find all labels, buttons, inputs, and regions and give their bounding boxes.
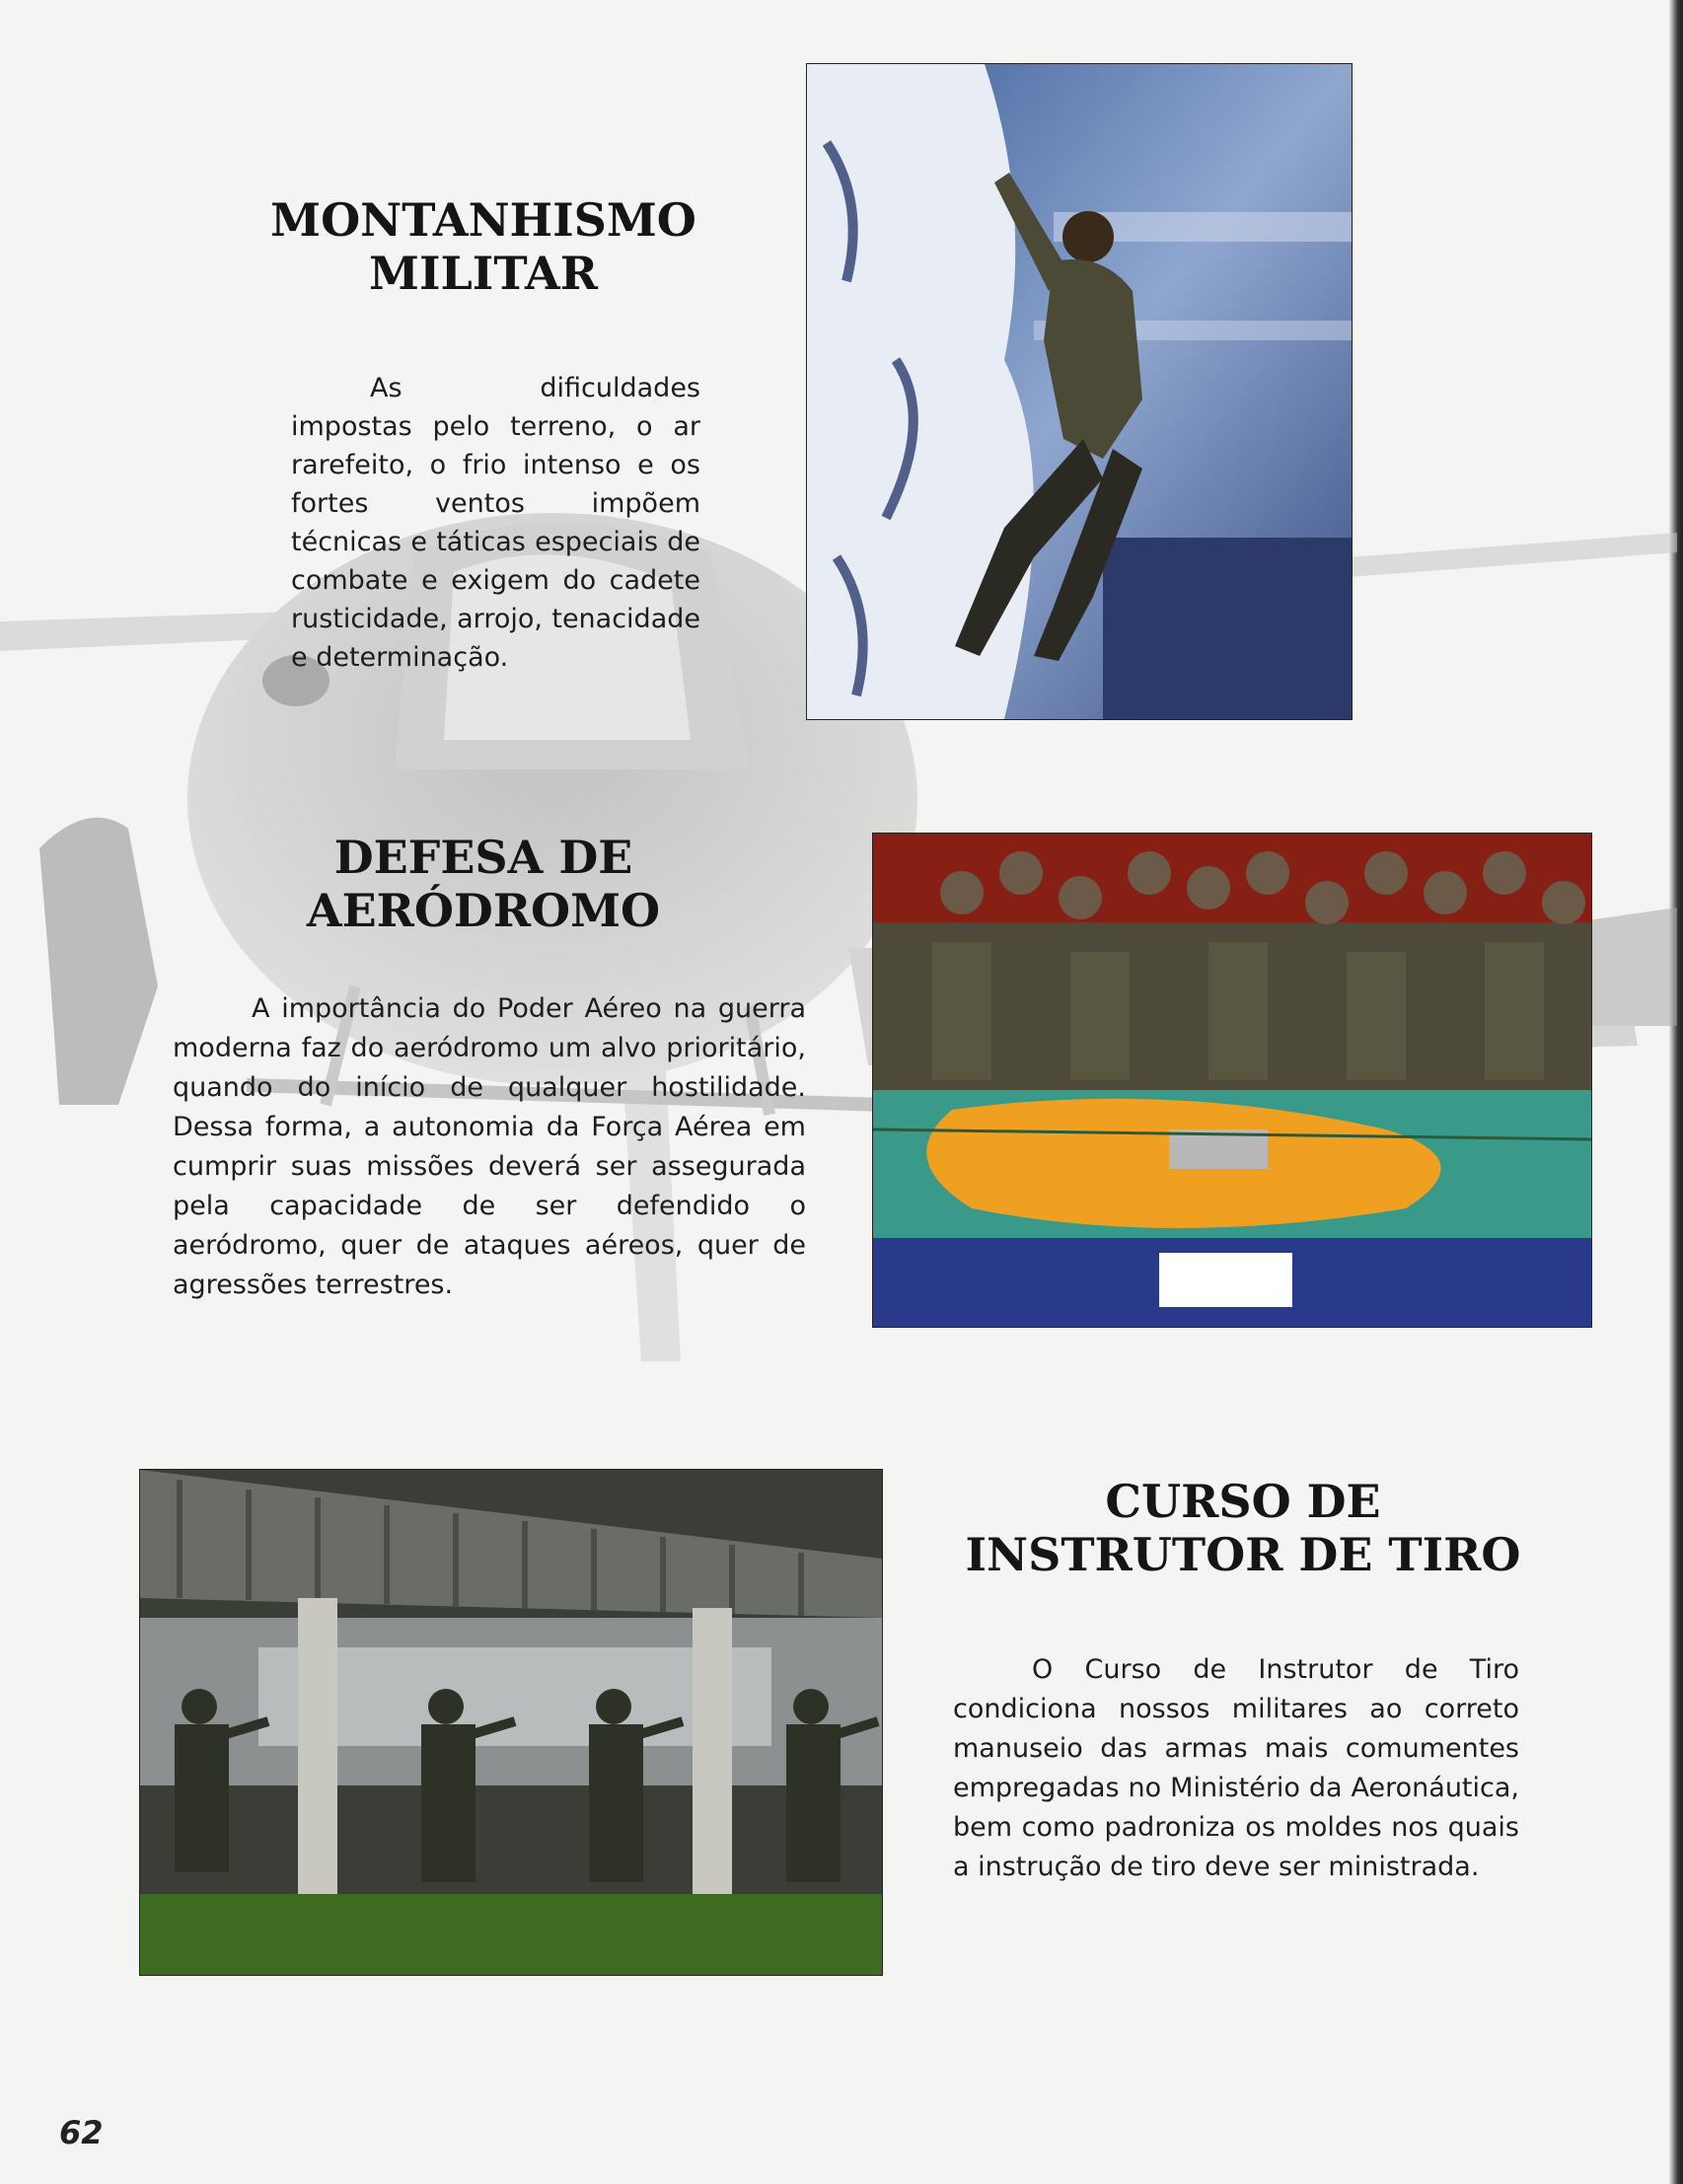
heading-line: MILITAR	[369, 247, 598, 300]
heading-line: DEFESA DE	[333, 831, 633, 884]
heading-montanhismo-militar	[261, 193, 705, 300]
climber-photo	[807, 64, 1352, 719]
heading-line: CURSO DE	[1105, 1475, 1381, 1528]
group-terrain-model-photo	[873, 834, 1591, 1327]
shooting-range-photo	[140, 1470, 882, 1975]
page-number: 62	[59, 2114, 104, 2151]
heading-defesa-de-aerodromo	[266, 831, 700, 937]
heading-line: AERÓDROMO	[306, 884, 661, 937]
paragraph-tiro: O Curso de Instrutor de Tiro condiciona nossos militares ao correto manuseio das armas mais comumentes empregadas no Ministério da Aeronáutica, bem como padroniza os moldes nos quais a instrução de tiro deve ser ministrada.	[953, 1654, 1519, 1882]
heading-curso-instrutor-de-tiro	[917, 1475, 1569, 1581]
paragraph-montanhismo: As dificuldades impostas pelo terreno, o ar rarefeito, o frio intenso e os fortes ventos impõem técnicas e táticas especiais de combate e exigem do cadete rusticidade, arrojo, tenacidade e determinação.	[291, 373, 700, 673]
heading-line: INSTRUTOR DE TIRO	[965, 1528, 1521, 1581]
heading-line: MONTANHISMO	[270, 193, 696, 247]
paragraph-defesa: A importância do Poder Aéreo na guerra moderna faz do aeródromo um alvo prioritário, quando do início de qualquer hostilidade. Dessa forma, a autonomia da Força Aérea em cumprir suas missões deverá ser assegurada pela capacidade de ser defendido o aeródromo, quer de ataques aéreos, quer de agressões terrestres.	[173, 993, 806, 1300]
